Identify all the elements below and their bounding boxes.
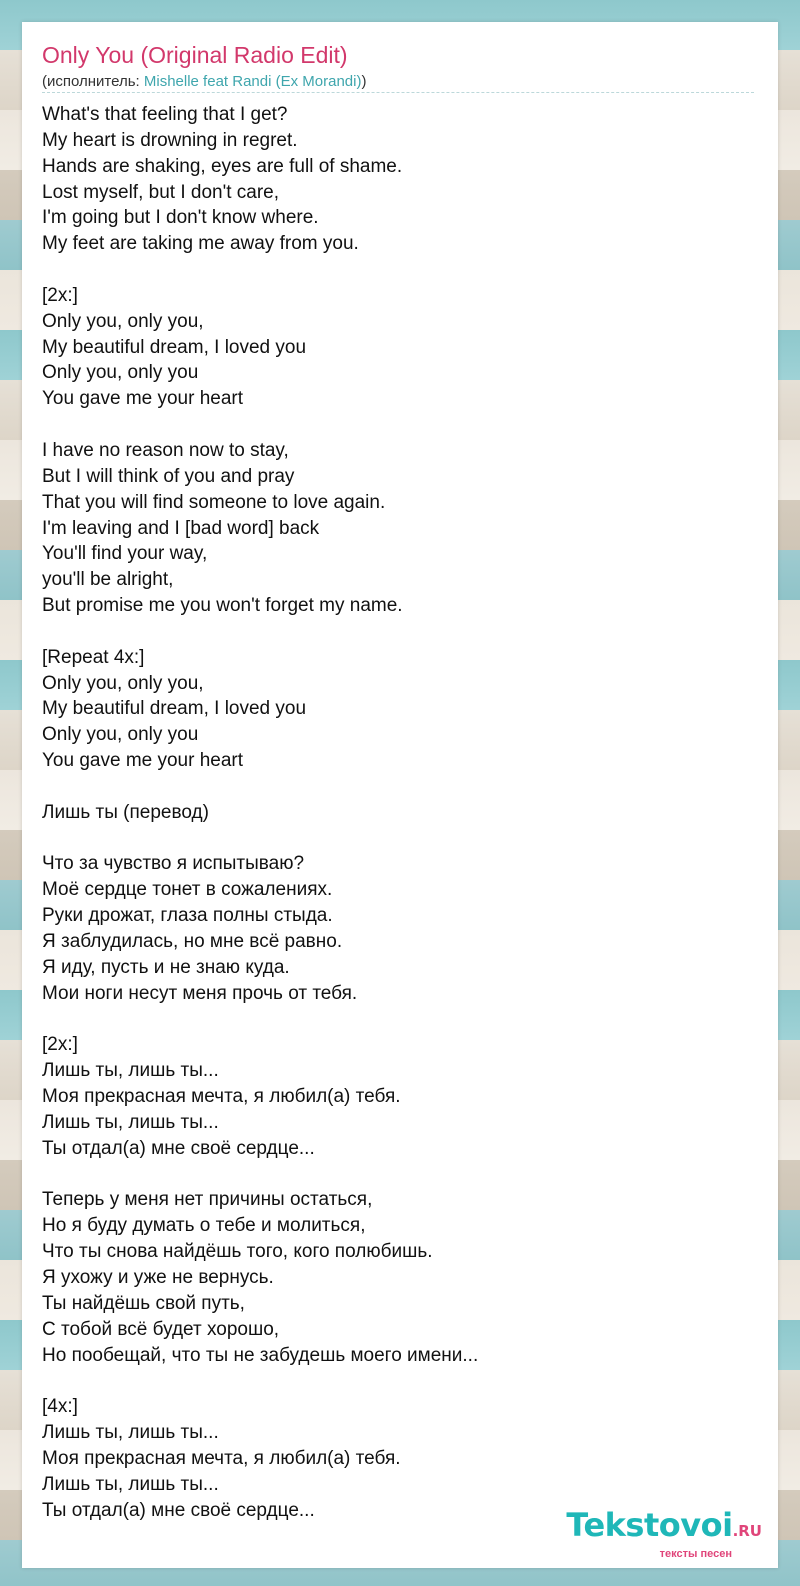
- logo-name: Tekstovoi: [566, 1506, 733, 1544]
- lyrics-text: What's that feeling that I get? My heart is drowning in regret. Hands are shaking, eyes are full of shame. Lost myself, but I don't care, I'm going but I don't know where. My feet are taking me away from you. [2x:] Only you, only you, My beautiful dream, I loved you Only you, only you You gave me your heart I have no reason now to stay, But I will think of you and pray That you will find someone to love again. I'm leaving and I [bad word] back You'll find your way, you'll be alright, But promise me you won't forget my name. [Repeat 4x:] Only you, only you, My beautiful dream, I loved you Only you, only you You gave me your heart Лишь ты (перевод) Что за чувство я испытываю? Моё сердце тонет в сожалениях. Руки дрожат, глаза полны стыда. Я заблудилась, но мне всё равно. Я иду, пусть и не знаю куда. Мои ноги несут меня прочь от тебя. [2x:] Лишь ты, лишь ты... Моя прекрасная мечта, я любил(а) тебя. Лишь ты, лишь ты... Ты отдал(а) мне своё сердце... Теперь у меня нет причины остаться, Но я буду думать о тебе и молиться, Что ты снова найдёшь того, кого полюбишь. Я ухожу и уже не вернусь. Ты найдёшь свой путь, С тобой всё будет хорошо, Но пообещай, что ты не забудешь моего имени... [4x:] Лишь ты, лишь ты... Моя прекрасная мечта, я любил(а) тебя. Лишь ты, лишь ты... Ты отдал(а) мне своё сердце...: [42, 104, 479, 1521]
- logo-tagline: тексты песен: [659, 1548, 732, 1560]
- byline-suffix: ): [361, 73, 367, 90]
- title-divider: [42, 92, 754, 93]
- artist-link[interactable]: Mishelle feat Randi (Ex Morandi): [143, 73, 362, 90]
- logo-tld: .RU: [732, 1522, 762, 1540]
- lyrics-card: [22, 22, 778, 1568]
- site-logo[interactable]: [532, 1508, 762, 1560]
- byline-prefix: (исполнитель:: [42, 73, 144, 90]
- artist-byline: [42, 72, 366, 92]
- song-title: Only You (Original Radio Edit): [42, 42, 348, 68]
